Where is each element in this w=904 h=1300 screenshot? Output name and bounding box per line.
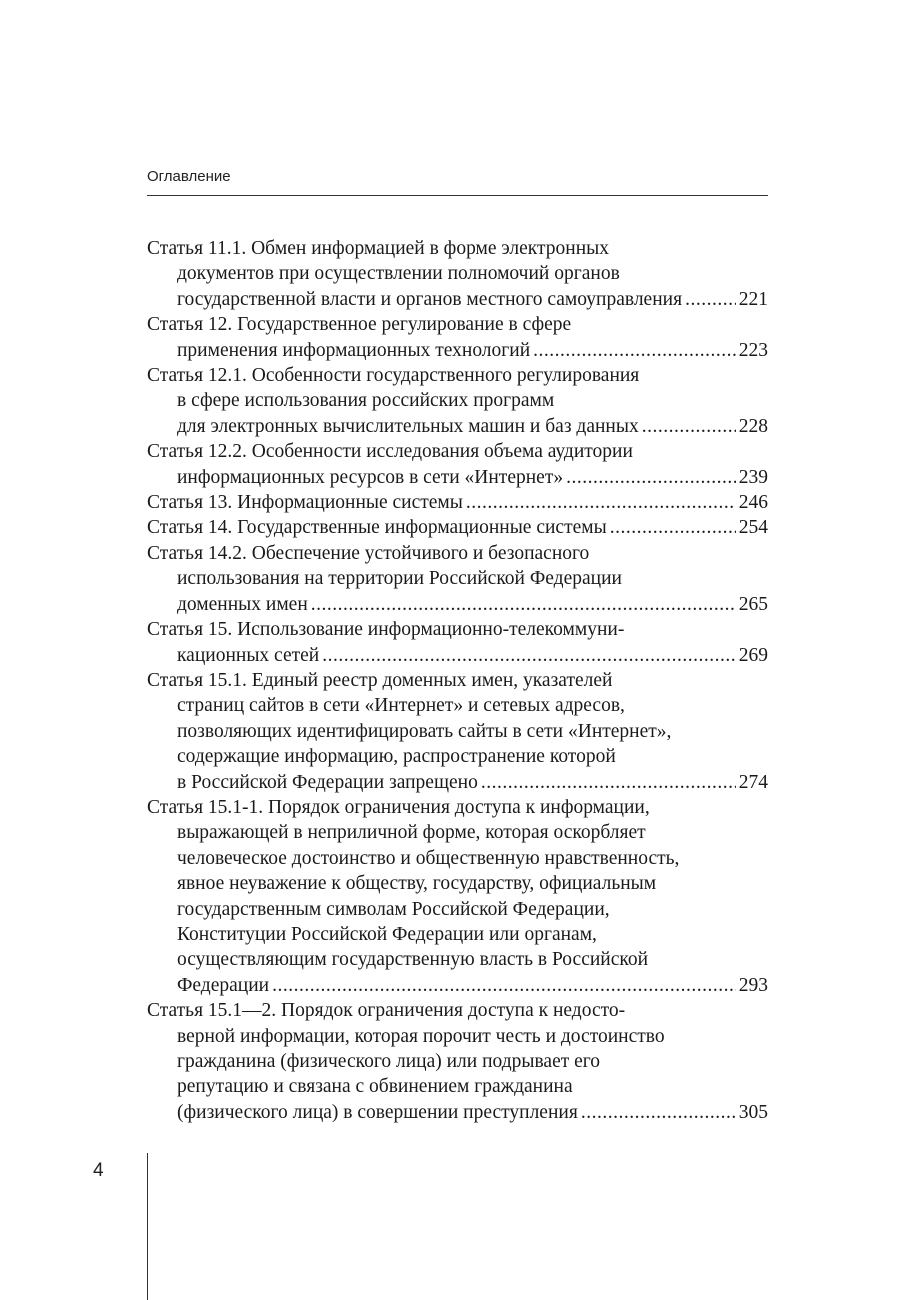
toc-entry-line: явное неуважение к обществу, государству, официальным: [177, 873, 657, 895]
toc-entry-line: государственным символам Российской Федерации,: [177, 898, 610, 920]
toc-entry[interactable]: [147, 617, 768, 668]
toc-entry-line: Статья 14.2. Обеспечение устойчивого и безопасного: [147, 542, 590, 564]
dot-leader: [610, 515, 736, 540]
toc-entry-line: [147, 1100, 768, 1125]
toc-entry[interactable]: [147, 312, 768, 363]
toc-entry-line: осуществляющим государственную власть в Российской: [177, 949, 649, 971]
toc-entry-text: для электронных вычислительных машин и баз данных: [177, 415, 639, 437]
toc-entry[interactable]: [147, 998, 768, 1125]
toc-entry-line: выражающей в неприличной форме, которая оскорбляет: [177, 822, 646, 844]
toc-entry[interactable]: [147, 439, 768, 490]
toc-entry-line: Статья 12.2. Особенности исследования объема аудитории: [147, 441, 633, 463]
toc-entry-text: применения информационных технологий: [177, 339, 531, 361]
toc-entry-text: Статья 14. Государственные информационные системы: [147, 517, 607, 539]
table-of-contents: [147, 236, 768, 1125]
toc-entry-text: доменных имен: [177, 593, 308, 615]
toc-entry-line: Статья 15.1-1. Порядок ограничения доступа к информации,: [147, 796, 650, 818]
toc-entry-line: человеческое достоинство и общественную нравственность,: [177, 847, 680, 869]
toc-entry-line: Статья 12. Государственное регулирование в сфере: [147, 314, 572, 336]
toc-page-number: 239: [738, 466, 768, 488]
toc-entry-text: в Российской Федерации запрещено: [177, 771, 478, 793]
dot-leader: [642, 414, 736, 439]
dot-leader: [481, 770, 736, 795]
dot-leader: [581, 1100, 736, 1125]
dot-leader: [272, 973, 736, 998]
toc-entry-text: Федерации: [177, 974, 270, 996]
toc-entry[interactable]: [147, 668, 768, 795]
dot-leader: [533, 338, 736, 363]
toc-page-number: 269: [738, 644, 768, 666]
toc-entry-line: гражданина (физического лица) или подрывает его: [177, 1051, 601, 1072]
toc-entry-text: государственной власти и органов местного самоуправления: [177, 288, 683, 310]
dot-leader: [566, 465, 736, 490]
toc-entry-line: [147, 414, 768, 439]
running-header: Оглавление: [147, 168, 231, 185]
toc-page-number: 221: [738, 288, 768, 310]
toc-page-number: 265: [738, 593, 768, 615]
toc-entry[interactable]: [147, 363, 768, 439]
toc-entry-line: документов при осуществлении полномочий органов: [177, 263, 620, 285]
toc-entry-text: кационных сетей: [177, 644, 320, 666]
toc-page-number: 246: [738, 492, 768, 514]
toc-entry-line: в сфере использования российских программ: [177, 390, 555, 412]
toc-entry-line: использования на территории Российской Федерации: [177, 568, 622, 590]
dot-leader: [466, 490, 736, 515]
toc-entry-line: [147, 592, 768, 617]
dot-leader: [685, 287, 736, 312]
dot-leader: [322, 643, 736, 668]
toc-page-number: 293: [738, 974, 768, 996]
toc-entry-line: [147, 490, 768, 515]
margin-rule: [147, 1153, 148, 1300]
header-divider: [147, 195, 768, 196]
toc-entry-line: [147, 287, 768, 312]
dot-leader: [311, 592, 736, 617]
toc-page-number: 228: [738, 415, 768, 437]
toc-entry-text: информационных ресурсов в сети «Интернет»: [177, 466, 564, 488]
toc-entry-line: [147, 338, 768, 363]
toc-entry-line: [147, 973, 768, 998]
toc-page-number: 274: [738, 771, 768, 793]
toc-entry-line: Статья 15.1—2. Порядок ограничения доступа к недосто-: [147, 1000, 626, 1022]
toc-entry-line: позволяющих идентифицировать сайты в сети «Интернет»,: [177, 720, 672, 742]
toc-entry-line: Статья 15.1. Единый реестр доменных имен, указателей: [147, 669, 613, 691]
toc-entry-line: Статья 15. Использование информационно-телекоммуни-: [147, 619, 625, 641]
toc-page-number: 223: [738, 339, 768, 361]
toc-entry-line: Конституции Российской Федерации или органам,: [177, 923, 597, 945]
toc-entry-line: содержащие информацию, распространение которой: [177, 746, 616, 768]
toc-entry[interactable]: [147, 541, 768, 617]
toc-entry-text: Статья 13. Информационные системы: [147, 492, 463, 514]
toc-entry[interactable]: [147, 515, 768, 540]
toc-entry-line: Статья 12.1. Особенности государственного регулирования: [147, 365, 640, 387]
toc-page-number: 305: [738, 1101, 768, 1123]
toc-entry-line: [147, 515, 768, 540]
toc-entry-line: верной информации, которая порочит честь и достоинство: [177, 1025, 665, 1047]
toc-entry[interactable]: [147, 490, 768, 515]
toc-entry[interactable]: [147, 795, 768, 998]
toc-entry-line: Статья 11.1. Обмен информацией в форме электронных: [147, 238, 609, 259]
page-number: 4: [93, 1160, 104, 1181]
toc-entry-text: (физического лица) в совершении преступления: [177, 1101, 578, 1123]
toc-entry-line: [147, 465, 768, 490]
toc-entry[interactable]: [147, 236, 768, 312]
toc-entry-line: репутацию и связана с обвинением гражданина: [177, 1076, 573, 1098]
toc-page-number: 254: [738, 517, 768, 539]
toc-entry-line: страниц сайтов в сети «Интернет» и сетевых адресов,: [177, 695, 625, 717]
toc-entry-line: [147, 643, 768, 668]
toc-entry-line: [147, 770, 768, 795]
